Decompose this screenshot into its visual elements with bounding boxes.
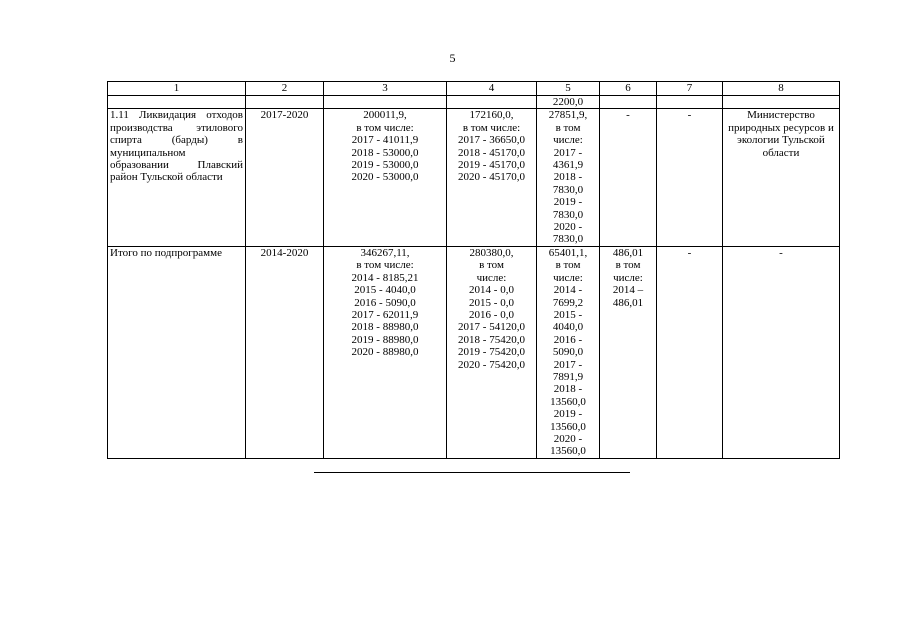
cell-line: 13560,0 — [550, 445, 586, 458]
cell-line: - — [687, 246, 692, 259]
cell-line: в том числе: — [462, 121, 521, 134]
cell-line: - — [687, 109, 692, 122]
header-col-7: 7 — [657, 82, 723, 96]
cell-line: 2015 - 4040,0 — [354, 284, 416, 297]
federal-budget-cell — [447, 109, 537, 246]
cell-line: 2014 - 8185,21 — [351, 271, 419, 284]
cell-line: в том числе: — [356, 121, 414, 134]
header-col-1: 1 — [108, 82, 246, 96]
cell-line: 280380,0, — [469, 246, 514, 259]
cell-line: 2015 - — [553, 308, 583, 321]
measure-name-cell: 1.11 Ликвидация отходов производства этилового спирта (барды) в муниципальном образовании Плавский район Тульской области — [108, 109, 246, 246]
cell-line: 65401,1, — [548, 246, 588, 259]
cell-line: 2016 - — [553, 333, 583, 346]
header-col-4: 4 — [447, 82, 537, 96]
cell-line: 2019 - 88980,0 — [351, 333, 419, 346]
cell-line: 7830,0 — [552, 208, 584, 221]
cell-line: в том — [479, 259, 504, 272]
cell-line: 7830,0 — [552, 183, 584, 196]
cell-line: 2018 - 45170,0 — [458, 146, 525, 159]
cell-line: 2018 - — [553, 171, 583, 184]
cell-line: 2014 - — [553, 284, 583, 297]
cell-line: в том — [555, 121, 581, 134]
measure-name-cell: Итого по подпрограмме — [108, 246, 246, 458]
cell-line: 346267,11, — [360, 246, 410, 259]
cell-line: 2017 - — [553, 146, 583, 159]
federal-budget-cell — [447, 246, 537, 458]
header-row — [108, 82, 840, 96]
total-funding-cell — [324, 246, 447, 458]
cell-line: 2017 - 54120,0 — [458, 321, 525, 334]
cell-line: 2019 - — [553, 408, 583, 421]
cell-line: 2017 - — [553, 358, 583, 371]
cell-line: 2016 - 0,0 — [469, 308, 514, 321]
cell-line: 2019 - 75420,0 — [458, 346, 525, 359]
cell-line: 2018 - 75420,0 — [458, 333, 525, 346]
cell-line: 200011,9, — [363, 109, 407, 122]
continuation-row — [108, 96, 840, 109]
cell-line: числе: — [476, 271, 507, 284]
other-sources-cell — [657, 246, 723, 458]
cell-line: 2020 - 53000,0 — [351, 171, 419, 184]
cell-line: 2018 - 53000,0 — [351, 146, 419, 159]
cell-line: 2019 - — [553, 196, 583, 209]
total-funding-cell — [324, 109, 447, 246]
regional-budget-cell — [537, 109, 600, 246]
cell-line: 2017 - 41011,9 — [351, 134, 419, 147]
cell-line: 2014 – — [612, 284, 644, 297]
cell-line: 2015 - 0,0 — [469, 296, 514, 309]
cell-line: в том — [555, 259, 581, 272]
cell-line: числе: — [613, 271, 643, 284]
bottom-rule — [314, 472, 630, 473]
cell-line: - — [626, 109, 630, 122]
cell-line: 2019 - 45170,0 — [458, 159, 525, 172]
cell-line: 13560,0 — [550, 395, 586, 408]
local-budget-cell — [600, 246, 657, 458]
cell-line: числе: — [553, 134, 583, 147]
cell-line: 486,01 — [612, 246, 644, 259]
header-col-8: 8 — [723, 82, 840, 96]
local-budget-cell — [600, 109, 657, 246]
header-col-6: 6 — [600, 82, 657, 96]
cell-line: в том — [615, 259, 641, 272]
cell-line: 486,01 — [612, 296, 644, 309]
cell-line: 172160,0, — [469, 109, 514, 122]
cell-line: 2017 - 62011,9 — [351, 308, 419, 321]
header-col-2: 2 — [246, 82, 324, 96]
cell-line: 2019 - 53000,0 — [351, 159, 419, 172]
other-sources-cell — [657, 109, 723, 246]
cell-line: 13560,0 — [550, 420, 586, 433]
header-col-5: 5 — [537, 82, 600, 96]
header-col-3: 3 — [324, 82, 447, 96]
period-cell: 2017-2020 — [246, 109, 324, 246]
executor-cell — [723, 246, 840, 458]
cell-line: Министерство природных ресурсов и экологии Тульской области — [728, 109, 834, 159]
period-cell: 2014-2020 — [246, 246, 324, 458]
cell-line: 2020 - 75420,0 — [458, 358, 525, 371]
cell-line: 7830,0 — [552, 233, 584, 246]
cell-line: 2018 - — [553, 383, 583, 396]
continuation-cell: 2200,0 — [537, 96, 600, 109]
regional-budget-cell — [537, 246, 600, 458]
cell-line: 2014 - 0,0 — [469, 284, 514, 297]
cell-line: - — [779, 246, 783, 259]
cell-line: 2020 - — [553, 432, 583, 445]
cell-line: в том числе: — [356, 259, 414, 272]
cell-line: 2018 - 88980,0 — [351, 321, 419, 334]
cell-line: 7699,2 — [552, 296, 584, 309]
cell-line: 4040,0 — [552, 321, 584, 334]
page-number: 5 — [449, 51, 456, 65]
executor-cell — [723, 109, 840, 246]
cell-line: 2020 - 88980,0 — [351, 346, 419, 359]
cell-line: 7891,9 — [552, 370, 584, 383]
cell-line: 2020 - — [553, 221, 583, 234]
cell-line: числе: — [553, 271, 583, 284]
cell-line: 5090,0 — [552, 346, 584, 359]
cell-line: 2020 - 45170,0 — [458, 171, 525, 184]
table-row — [108, 109, 840, 246]
budget-table — [107, 81, 840, 459]
table-row — [108, 246, 840, 458]
cell-line: 4361,9 — [552, 159, 584, 172]
cell-line: 27851,9, — [548, 109, 588, 122]
cell-line: 2016 - 5090,0 — [354, 296, 416, 309]
cell-line: 2017 - 36650,0 — [458, 134, 525, 147]
